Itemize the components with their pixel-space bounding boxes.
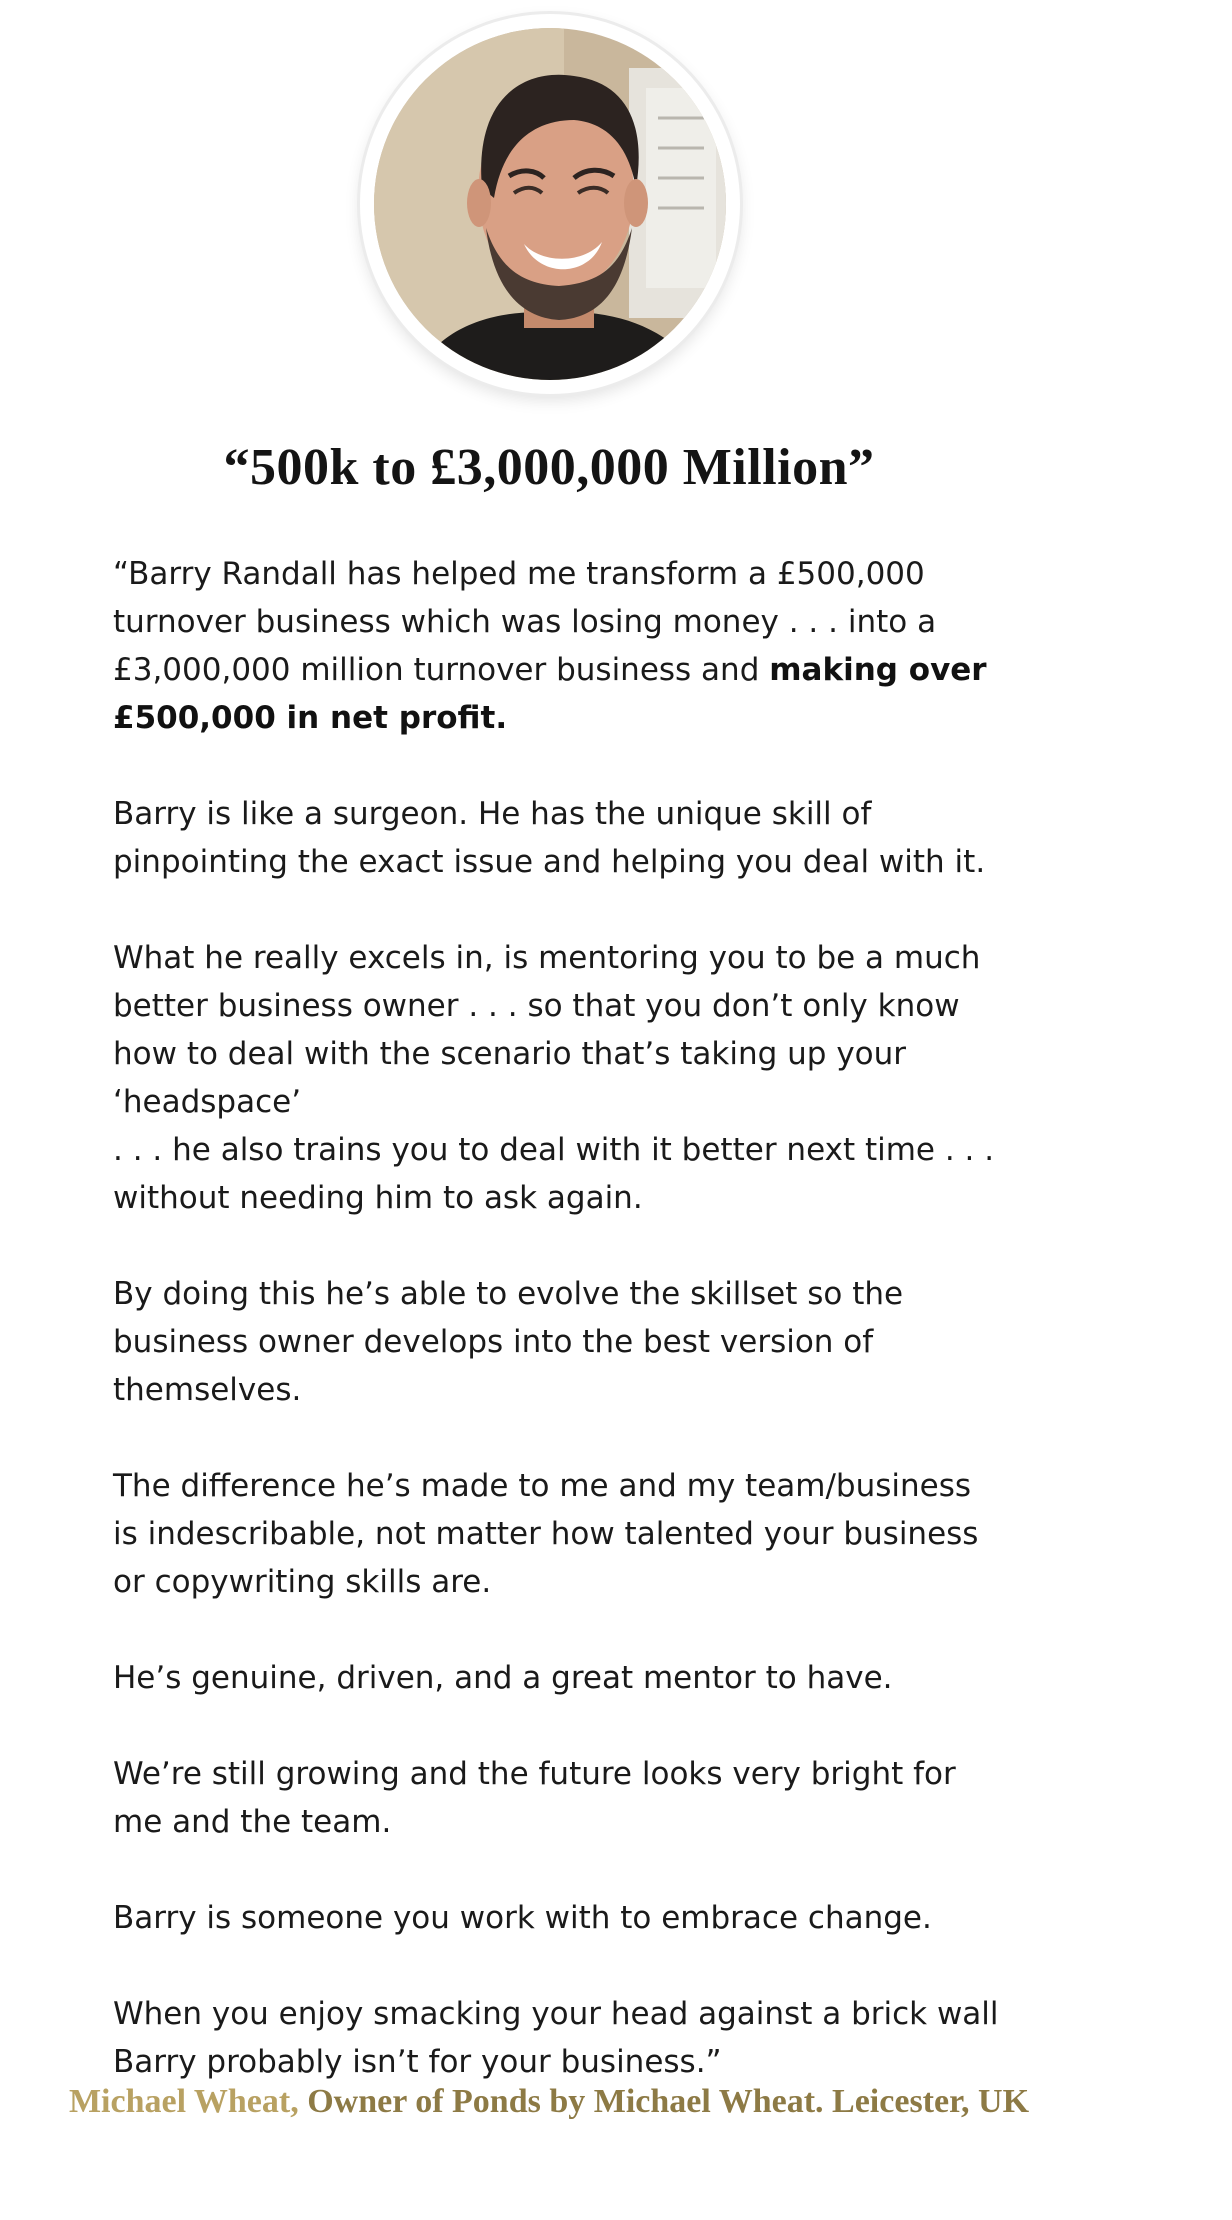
testimonial-paragraph-2: Barry is like a surgeon. He has the unique skill of pinpointing the exact issue and helping you deal with it.	[113, 796, 986, 880]
paragraph-3-part-a: What he really excels in, is mentoring you to be a much better business owner . . . so that you don’t only know how to deal with the scenario that’s taking up your ‘headspace’	[113, 940, 981, 1120]
avatar-frame	[360, 14, 740, 394]
testimonial-paragraph-5: The difference he’s made to me and my team/business is indescribable, not matter how talented your business or copywriting skills are.	[113, 1468, 979, 1600]
testimonial-signature	[0, 2078, 1098, 2126]
testimonial-paragraph-6: He’s genuine, driven, and a great mentor to have.	[113, 1660, 893, 1696]
testimonial-paragraph-8: Barry is someone you work with to embrace change.	[113, 1900, 932, 1936]
testimonial-paragraph-9: When you enjoy smacking your head against a brick wall Barry probably isn’t for your business.”	[113, 1996, 999, 2080]
testimonial-paragraph-3	[113, 934, 1003, 1222]
author-role: Owner of Ponds by Michael Wheat. Leicester, UK	[298, 2083, 1030, 2120]
testimonial-paragraph-4: By doing this he’s able to evolve the skillset so the business owner develops into the best version of themselves.	[113, 1276, 904, 1408]
testimonial-paragraph-1	[113, 550, 1003, 742]
avatar	[374, 28, 726, 380]
paragraph-1-text: “Barry Randall has helped me transform a £500,000 turnover business which was losing money . . . into a £3,000,000 million turnover business and	[113, 556, 937, 688]
testimonial-paragraph-7: We’re still growing and the future looks very bright for me and the team.	[113, 1756, 956, 1840]
paragraph-1-highlight: making over £500,000 in net profit.	[113, 652, 987, 736]
paragraph-3-part-b: . . . he also trains you to deal with it better next time . . . without needing him to ask again.	[113, 1132, 995, 1216]
testimonial-quote	[113, 550, 1003, 2086]
author-name: Michael Wheat,	[68, 2083, 299, 2120]
testimonial-headline: “500k to £3,000,000 Million”	[223, 439, 875, 496]
